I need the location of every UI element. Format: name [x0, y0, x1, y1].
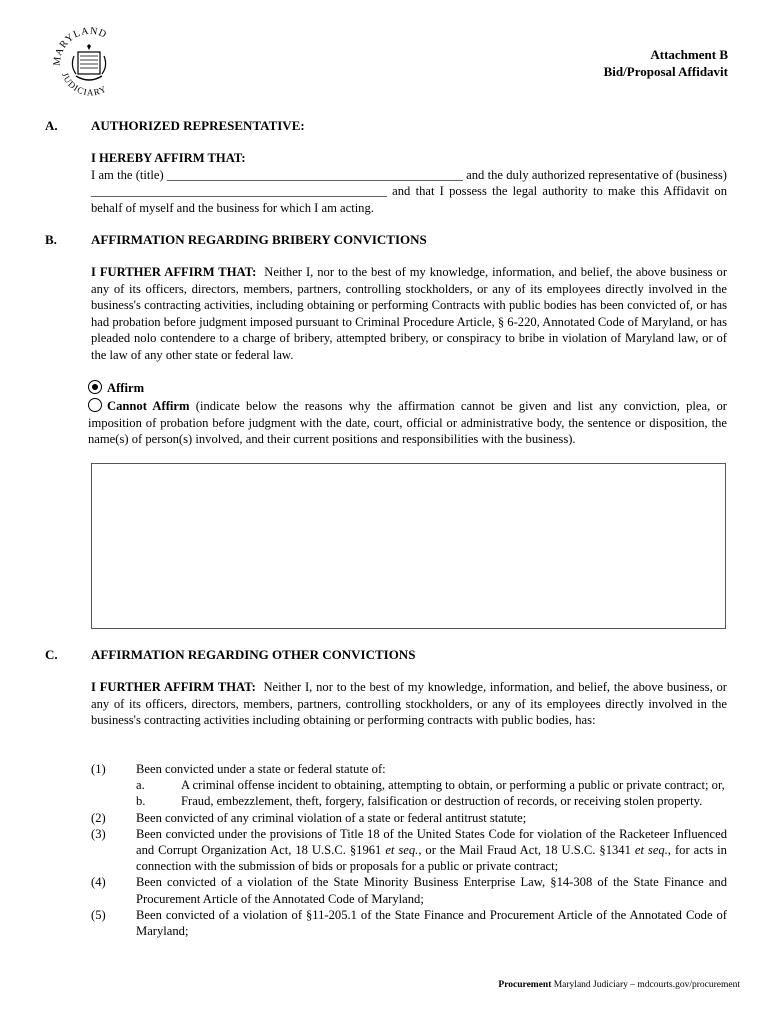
- list-item-et-seq: et seq.: [385, 843, 419, 858]
- page-footer: [498, 980, 740, 990]
- sub-list-item: [136, 777, 727, 793]
- svg-text:JUDICIARY: [60, 71, 108, 97]
- section-b-lead: I FURTHER AFFIRM THAT:: [91, 265, 257, 279]
- list-item-text-part1: Been convicted under the provisions of Title 18 of the United States Code for violation of the Racketeer Influenced and Corrupt Organization Act, 18 U.S.C. §1961: [136, 826, 727, 858]
- list-item: [91, 874, 727, 906]
- section-b-heading: AFFIRMATION REGARDING BRIBERY CONVICTIONS: [91, 232, 427, 247]
- cannot-affirm-label: Cannot Affirm: [107, 399, 190, 413]
- affirm-radio[interactable]: [88, 380, 102, 394]
- sub-list-item-letter: a.: [136, 778, 145, 793]
- section-c-lead: I FURTHER AFFIRM THAT:: [91, 680, 256, 694]
- list-item-number: (3): [91, 826, 106, 841]
- cannot-affirm-radio[interactable]: [88, 398, 102, 412]
- section-a-heading: AUTHORIZED REPRESENTATIVE:: [91, 118, 305, 133]
- section-c-heading: AFFIRMATION REGARDING OTHER CONVICTIONS: [91, 647, 416, 662]
- sub-list-item-text: A criminal offense incident to obtaining, attempting to obtain, or performing a public or private contract; or,: [181, 778, 725, 793]
- cannot-affirm-option[interactable]: [88, 398, 727, 448]
- affirm-option[interactable]: [88, 380, 144, 397]
- list-item: [91, 826, 727, 875]
- cannot-affirm-reasons-textarea[interactable]: [91, 463, 726, 629]
- seal-text-bottom: JUDICIARY: [60, 71, 109, 98]
- section-c-text: Neither I, nor to the best of my knowledge, information, and belief, the above business, or any of its officers, directors, members, partners, controlling stockholders, or any of its employees directly involved in the business's contracting activities including obtaining or performing contracts with public bodies, has:: [91, 680, 727, 728]
- document-header: [604, 46, 728, 80]
- section-a-body: [91, 150, 727, 216]
- section-b-letter: B.: [45, 232, 57, 247]
- maryland-judiciary-seal: [48, 22, 130, 104]
- section-a-affirm-heading: I HEREBY AFFIRM THAT:: [91, 151, 246, 165]
- list-item-text: Been convicted of any criminal violation of a state or federal antitrust statute;: [136, 810, 527, 825]
- attachment-label: Attachment B: [650, 47, 728, 62]
- list-item-text-part2: , or the Mail Fraud Act, 18 U.S.C. §1341: [418, 843, 631, 858]
- section-b-paragraph: [91, 264, 727, 364]
- list-item: [91, 810, 727, 826]
- section-c-letter: C.: [45, 647, 58, 662]
- list-item-number: (2): [91, 810, 106, 825]
- section-b-text: Neither I, nor to the best of my knowledge, information, and belief, the above business or any of its officers, directors, members, partners, controlling stockholders, or any of its employees directly involved in the business's contracting activities, including obtaining or performing Contracts with public bodies has been convicted of, or has had probation before judgment imposed pursuant to Criminal Procedure Article, § 6-220, Annotated Code of Maryland, or has pleaded nolo contendere to a charge of bribery, attempted bribery, or conspiracy to bribe in violation of Maryland law, or of the law of any other state or federal law.: [91, 265, 728, 362]
- sub-list-item-text: Fraud, embezzlement, theft, forgery, falsification or destruction of records, or receiving stolen property.: [181, 794, 703, 809]
- list-item-text: Been convicted of a violation of §11-205.1 of the State Finance and Procurement Article of the Annotated Code of Maryland;: [136, 907, 727, 939]
- sub-list-item: [136, 793, 727, 809]
- convictions-list: [91, 761, 727, 939]
- list-item-text: Been convicted under a state or federal statute of:: [136, 762, 386, 776]
- list-item: [91, 761, 727, 810]
- document-title: Bid/Proposal Affidavit: [603, 64, 728, 79]
- cannot-affirm-instructions: (indicate below the reasons why the affirmation cannot be given and list any conviction, plea, or imposition of probation before judgment with the date, court, official or administrative body, the sentence or disposition, the name(s) of person(s) involved, and their current positions and responsibilities with the business).: [88, 399, 727, 447]
- list-item-number: (1): [91, 762, 106, 776]
- footer-text: Maryland Judiciary – mdcourts.gov/procurement: [553, 980, 740, 990]
- affirm-label: Affirm: [107, 381, 145, 395]
- section-a-letter: A.: [45, 118, 58, 133]
- list-item: [91, 907, 727, 939]
- footer-procurement-label: Procurement: [498, 980, 552, 990]
- list-item-number: (5): [91, 907, 106, 922]
- sub-list-item-letter: b.: [136, 794, 146, 809]
- list-item-et-seq: et seq.: [634, 843, 668, 858]
- section-c-paragraph: [91, 679, 727, 729]
- seal-text-top: MARYLAND: [51, 25, 109, 67]
- list-item-text: Been convicted of a violation of the State Minority Business Enterprise Law, §14-308 of the State Finance and Procurement Article of the Annotated Code of Maryland;: [136, 875, 727, 906]
- list-item-number: (4): [91, 875, 106, 890]
- list-item-text-part3: , for acts in connection with the submission of bids or proposals for a public or private contract;: [136, 843, 727, 874]
- section-a-text: I am the (title) _______________________________________________ and the duly authorized representative of (business) _______________________________________________ and that I possess the legal authority to make this Affidavit on behalf of myself and the business for which I am acting.: [91, 167, 727, 215]
